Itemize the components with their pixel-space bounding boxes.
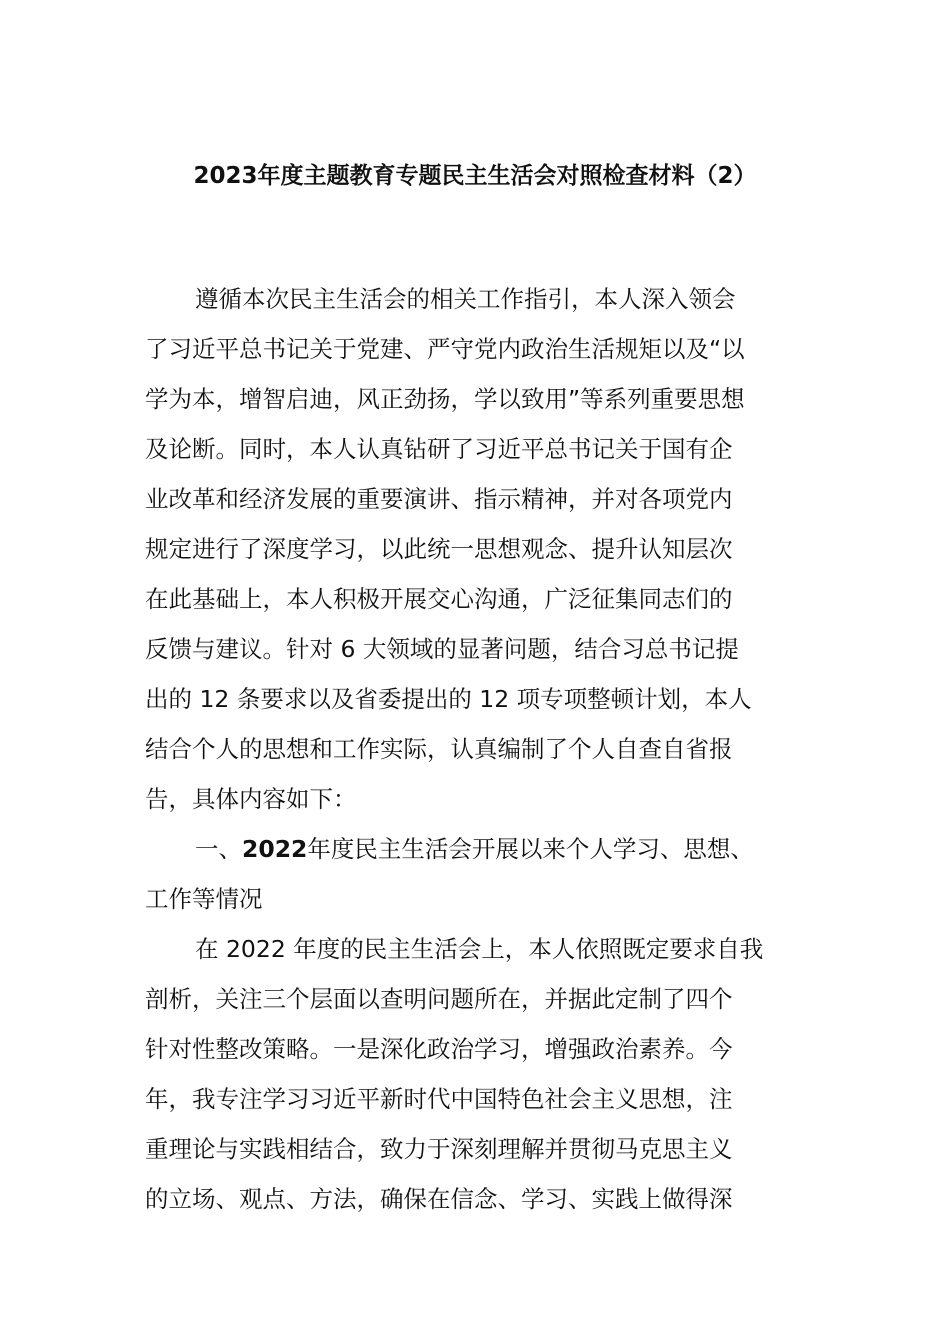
paragraph-line: 反馈与建议。针对 6 大领域的显著问题，结合习总书记提: [145, 635, 739, 663]
paragraph-line: 重理论与实践相结合，致力于深刻理解并贯彻马克思主义: [145, 1135, 733, 1163]
paragraph-line: 告，具体内容如下：: [145, 785, 357, 813]
document-body: [145, 274, 825, 1224]
paragraph-line: 在此基础上，本人积极开展交心沟通，广泛征集同志们的: [145, 585, 733, 613]
section-heading-year: 2022: [242, 835, 308, 863]
paragraph-line: 学为本，增智启迪，风正劲扬，学以致用”等系列重要思想: [145, 385, 745, 413]
paragraph-line: 规定进行了深度学习，以此统一思想观念、提升认知层次: [145, 535, 733, 563]
section-heading-1: [145, 824, 825, 924]
paragraph-line: 了习近平总书记关于党建、严守党内政治生活规矩以及“以: [145, 335, 745, 363]
section-heading-text: 年度民主生活会开展以来个人学习、思想、: [307, 835, 754, 863]
section-heading-line: [145, 824, 825, 874]
paragraph-line: 剖析，关注三个层面以查明问题所在，并据此定制了四个: [145, 985, 733, 1013]
paragraph-line: 遵循本次民主生活会的相关工作指引，本人深入领会: [195, 285, 736, 313]
paragraph-line: 结合个人的思想和工作实际，认真编制了个人自查自省报: [145, 735, 733, 763]
section-heading-line: 工作等情况: [145, 885, 263, 913]
paragraph-line: 的立场、观点、方法，确保在信念、学习、实践上做得深: [145, 1185, 733, 1213]
paragraph-intro: [145, 274, 825, 824]
paragraph-line: 及论断。同时，本人认真钻研了习近平总书记关于国有企: [145, 435, 733, 463]
section-heading-prefix: 一、: [195, 835, 242, 863]
paragraph-line: 年，我专注学习习近平新时代中国特色社会主义思想，注: [145, 1085, 733, 1113]
document-title: 2023年度主题教育专题民主生活会对照检查材料（2）: [193, 163, 757, 189]
paragraph-section-1: [145, 924, 825, 1224]
paragraph-line: 出的 12 条要求以及省委提出的 12 项专项整顿计划，本人: [145, 685, 752, 713]
paragraph-line: 在 2022 年度的民主生活会上，本人依照既定要求自我: [195, 935, 764, 963]
paragraph-line: 针对性整改策略。一是深化政治学习，增强政治素养。今: [145, 1035, 733, 1063]
paragraph-line: 业改革和经济发展的重要演讲、指示精神，并对各项党内: [145, 485, 733, 513]
